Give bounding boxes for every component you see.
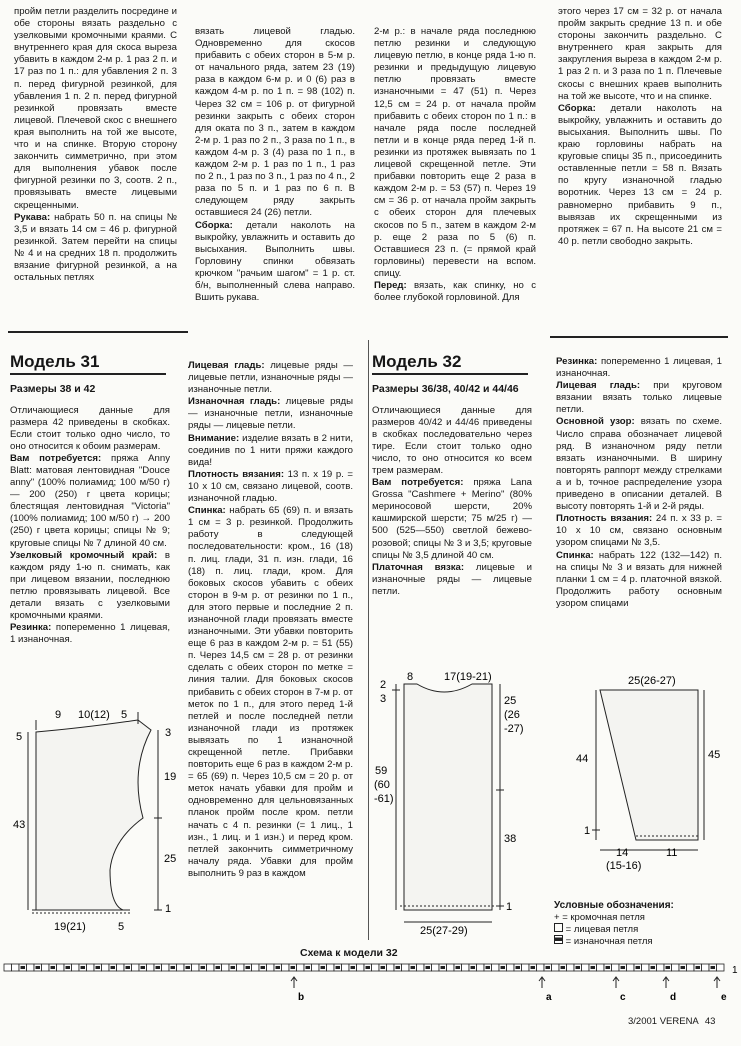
scheme-cell xyxy=(57,964,65,971)
scheme-cell xyxy=(42,964,50,971)
m32-back-text: набрать 122 (132—142) п. на спицы № 3 и вязать для нижней планки 1 см = 4 р. платочной вязкой. Продолжить работу основным узором спицами xyxy=(556,549,722,609)
model31-col-1 xyxy=(10,352,170,646)
legend-purl-stitch xyxy=(554,935,674,947)
scheme-cell xyxy=(432,964,440,971)
purl-mark xyxy=(126,966,131,969)
m31-dim-left-1: 5 xyxy=(16,731,23,743)
m32-dim-left-4: (60 xyxy=(374,779,390,791)
top-col-4 xyxy=(558,6,722,248)
scheme-cell xyxy=(627,964,635,971)
m32-dim-top-1: 8 xyxy=(407,671,414,683)
assembly2-label: Сборка: xyxy=(558,102,596,114)
purl-mark xyxy=(681,966,686,969)
scheme-cell xyxy=(477,964,485,971)
top-col-2-text: вязать лицевой гладью. Одновременно для скосов прибавить с обеих сторон в 5-м р. от начального ряда, затем 23 (19) раза в каждом 6-м р. и 0 (6) раз в каждом 4-м р. по 1 п. = 98 (102) п. Через 32 см = 106 р. от фигурной резинки закрыть с обеих сторон для оката по 3 п., затем в каждом 2-м р. 1 раз по 2 п., 3 раза по 1 п., в каждом 4-м р. 3 (4) раза по 1 п., в каждом 2-м р. 1 раз по 1 п., 1 раз по 2 п., 1 раз по 3 п., 1 раз по 4 п., 2 раза по 5 п. и 1 раз по 6 п. В следующем ряду закрыть оставшиеся 24 (26) петли. xyxy=(195,26,355,219)
purl-mark xyxy=(486,966,491,969)
scheme-cell xyxy=(312,964,320,971)
m32-knit-label: Лицевая гладь: xyxy=(556,380,641,392)
assembly-text: детали наколоть на выкройку, увлажнить и оставить до высыхания. Выполнить швы. Горловину спинки обвязать крючком "рачьим шагом" = 1 р. ст. б/н, выполненный слева направо. Вшить рукава. xyxy=(195,219,355,304)
scheme-cell xyxy=(252,964,260,971)
m32-sleeve-left-1: 44 xyxy=(576,753,589,765)
front-text: вязать, как спинку, но с более глубокой горловиной. Для xyxy=(374,279,536,304)
arrow-e-icon xyxy=(714,977,720,988)
sleeves-text: набрать 50 п. на спицы № 3,5 и вязать 14 см = 46 р. фигурной резинкой. Затем перейти на спицы № 4 и на средних 18 п. продолжить вязание фигурной резинкой, а на остальных петлях xyxy=(14,211,177,284)
purl-mark xyxy=(336,966,341,969)
m31-dim-top-2: 10(12) xyxy=(78,709,110,721)
m31-attention-label: Внимание: xyxy=(188,432,240,444)
purl-mark xyxy=(516,966,521,969)
top-col-1 xyxy=(14,6,177,284)
purl-mark xyxy=(621,966,626,969)
m32-dim-right-3: -27) xyxy=(504,723,524,735)
purl-mark xyxy=(231,966,236,969)
m32-back-label: Спинка: xyxy=(556,549,594,561)
scheme-cell xyxy=(372,964,380,971)
sleeves-label: Рукава: xyxy=(14,211,51,223)
purl-mark xyxy=(696,966,701,969)
purl-mark xyxy=(141,966,146,969)
m32-rib-label: Резинка: xyxy=(556,356,598,367)
purl-mark xyxy=(381,966,386,969)
purl-mark xyxy=(171,966,176,969)
m32-knit-text: при круговом вязании вязать только лицевые петли. xyxy=(556,380,722,416)
purl-mark xyxy=(96,966,101,969)
m32-sleeve-bottom-1: 14 xyxy=(616,847,629,859)
model31-need-label: Вам потребуется: xyxy=(10,452,102,464)
m32-rib-text: попеременно 1 лицевая, 1 изнаночная. xyxy=(556,356,722,380)
purl-mark xyxy=(636,966,641,969)
model32-intro: Отличающиеся данные для размеров 40/42 и 44/46 приведены в скобках последовательно через тире. Если стоит только одно число, то оно относится ко всем трем размерам. xyxy=(372,404,532,476)
scheme-cell xyxy=(387,964,395,971)
model31-col-2 xyxy=(188,360,353,880)
scheme-row-number: 1 xyxy=(732,965,738,976)
top-col-4-text: этого через 17 см = 32 р. от начала пройм закрыть средние 13 п. и обе стороны закончить раздельно. С внутреннего края закрыть для закругления выреза в каждом 2-м р. 1 раз 2 п. и 3 раза по 1 п. Плечевые скосы с внешних краев выполнить на той же высоте, что и на спинке. xyxy=(558,6,722,102)
m31-dim-right-2: 19 xyxy=(164,771,177,783)
model31-pattern-diagram xyxy=(8,700,186,938)
scheme-cell xyxy=(507,964,515,971)
legend xyxy=(554,900,674,947)
scheme-cell xyxy=(552,964,560,971)
model32-garter-label: Платочная вязка: xyxy=(372,561,465,573)
m32-sleeve-right: 45 xyxy=(708,749,721,761)
filled-square-icon xyxy=(554,935,563,944)
m31-gauge-label: Плотность вязания: xyxy=(188,468,285,480)
purl-mark xyxy=(156,966,161,969)
purl-mark xyxy=(561,966,566,969)
purl-mark xyxy=(531,966,536,969)
m32-sleeve-bottom-2: 11 xyxy=(666,847,678,859)
scheme-cell xyxy=(102,964,110,971)
model32-need-text: пряжа Lana Grossa "Cashmere + Merino" (80% мериносовой шерсти, 20% кашмирской шерсти; 75 м/25 г) — 500 (525—550) светлой бежево-розовой; спицы № 3 и 3,5; круговые спицы № 3,5 длиной 40 см. xyxy=(372,477,532,561)
scheme-cell xyxy=(537,964,545,971)
model31-intro: Отличающиеся данные для размера 42 приведены в скобках. Если стоит только одно число, то оно относится к обоим размерам. xyxy=(10,404,170,452)
purl-mark xyxy=(201,966,206,969)
m32-dim-right-2: (26 xyxy=(504,709,520,721)
scheme-cell xyxy=(12,964,20,971)
purl-mark xyxy=(441,966,446,969)
m31-knit-text: лицевые ряды — лицевые петли, изнаночные ряды — изнаночные петли. xyxy=(188,360,353,396)
m31-dim-right-3: 25 xyxy=(164,853,177,865)
m31-dim-bottom-2: 5 xyxy=(118,921,125,933)
scheme-cell xyxy=(417,964,425,971)
legend-edge-stitch xyxy=(554,912,674,923)
footer xyxy=(628,1016,715,1027)
scheme-cell xyxy=(117,964,125,971)
m32-dim-left-1: 2 xyxy=(380,679,387,691)
model31-need-text: пряжа Anny Blatt: матовая лентовидная "Douce anny" (100% полиамид; 100 м/50 г) — 200 (250) г цвета корицы; блестящая лентовидная "Victoria" (100% полиамид; 100 м/50 г) → 200 (250) г цвета корицы; спицы № 9; круговые спицы № 7 длиной 40 см. xyxy=(10,452,170,549)
m31-back-text: набрать 65 (69) п. и вязать 1 см = 3 р. резинкой. Продолжить работу в следующей последовательности: кром., 16 (18) п. лиц. глади, 31 п. изн. глади, 16 (18) п. лиц. глади, кром. Для боковых скосов убавить с обеих сторон в 9-м р. от резинки по 1 п., для этого первые и последние 2 п. изнаночной глади провязать вместе изнаночными. Эти убавки повторить еще 6 раз в каждом 2-м р. = 51 (55) п. Через 14,5 см = 28 р. от резинки сделать с обеих сторон по метке = линия талии. Для боковых скосов прибавить с обеих сторон в 7-м р. от меток по 1 п., для этого перед 1-й петлей и после последней петли изнаночной глади из протяжек вывязать по 1 изнаночной скрещенной петле. Прибавки повторить еще 6 раз в каждом 2-м р. = 65 (69) п. Через 10,5 см = 20 р. от меток начать убавки для пройм и одновременно для цельновязанных планок пройм после кром. петли начать с 4 п. резинки (= 1 лиц., 1 изн., 1 лиц. и 1 изн.) и перед кром. петлей закончить симметричному началу ряда. Убавки для пройм выполнить 9 раз в каждом xyxy=(188,505,353,879)
scheme-cell xyxy=(207,964,215,971)
purl-mark xyxy=(321,966,326,969)
model32-title: Модель 32 xyxy=(372,352,462,371)
m32-sleeve-bottom-3: (15-16) xyxy=(606,860,642,872)
scheme-cell xyxy=(162,964,170,971)
m31-gauge-text: 13 п. х 19 р. = 10 х 10 см, связано лицевой, соотв. изнаночной гладью. xyxy=(188,468,353,505)
front-label: Перед: xyxy=(374,279,407,291)
divider-right xyxy=(550,336,728,338)
legend-knit-text: = лицевая петля xyxy=(565,924,639,935)
m32-dim-right-4: 38 xyxy=(504,833,517,845)
page-number: 43 xyxy=(704,1016,716,1027)
model31-edge-label: Узелковый кромочный край: xyxy=(10,549,158,561)
m31-purl-text: лицевые ряды — изнаночные петли, изнаночные ряды — лицевые петли. xyxy=(188,396,353,432)
model32-sizes: Размеры 36/38, 40/42 и 44/46 xyxy=(372,383,519,395)
purl-mark xyxy=(606,966,611,969)
assembly2-text: детали наколоть на выкройку, увлажнить и оставить до высыхания. Выполнить швы. По краю горловины набрать на круговые спицы 35 п., присоединить оставленные петли = 58 п. Вязать по кругу изнаночной гладью воротник. Через 13 см = 24 р. равномерно прибавить 9 п., вывязав их скрещенными из протяжек = 67 п. На высоте 21 см = 40 р. петли свободно закрыть. xyxy=(558,102,722,247)
scheme-title: Схема к модели 32 xyxy=(300,947,398,959)
scheme-cell xyxy=(402,964,410,971)
arrow-c-icon xyxy=(613,977,619,988)
purl-mark xyxy=(426,966,431,969)
scheme-cell xyxy=(492,964,500,971)
model32-body-diagram xyxy=(372,670,532,940)
top-col-1-text: пройм петли разделить посредине и обе стороны вязать раздельно с узелковыми кромочными краями. С внутреннего края для скоса выреза убавить в каждом 2-м р. 1 раз 2 п. и 17 раз по 1 п.: для убавления 2 п. 3 п. перед фигурной резинкой, для убавления 1 п. 2 п. перед фигурной резинкой провязать вместе лицевой. Плечевой скос с внешнего края выполнить на той же высоте, что и на спинке. Вторую сторону закончить симметрично, при этом для выполнения убавок после фигурной резинки по 3, соотв. 2 п., провязывать вместе лицевыми скрещенными. xyxy=(14,6,177,211)
scheme-cell xyxy=(447,964,455,971)
model32-col-1 xyxy=(372,352,532,598)
scheme-cell xyxy=(72,964,80,971)
scheme-cell xyxy=(567,964,575,971)
scheme-cell xyxy=(282,964,290,971)
legend-knit-stitch xyxy=(554,923,674,935)
plus-icon: + xyxy=(554,912,560,923)
purl-mark xyxy=(666,966,671,969)
purl-mark xyxy=(111,966,116,969)
purl-mark xyxy=(66,966,71,969)
purl-mark xyxy=(186,966,191,969)
purl-mark xyxy=(36,966,41,969)
arrow-a-icon xyxy=(539,977,545,988)
scheme-cell xyxy=(462,964,470,971)
purl-mark xyxy=(711,966,716,969)
purl-mark xyxy=(81,966,86,969)
scheme-marker-e: e xyxy=(721,992,727,1003)
m31-attention-text: изделие вязать в 2 нити, соединив по 1 нити пряжи каждого вида! xyxy=(188,432,353,468)
column-divider xyxy=(368,340,369,940)
purl-mark xyxy=(366,966,371,969)
m31-dim-top-3: 5 xyxy=(121,709,128,721)
m31-back-label: Спинка: xyxy=(188,505,226,517)
purl-mark xyxy=(396,966,401,969)
m32-dim-bottom: 25(27-29) xyxy=(420,925,468,937)
purl-mark xyxy=(546,966,551,969)
m32-dim-left-3: 59 xyxy=(375,765,388,777)
m32-gauge-text: 24 п. х 33 р. = 10 х 10 см, связано основным узором спицами № 3,5. xyxy=(556,513,722,549)
model32-sleeve-diagram xyxy=(548,672,728,872)
assembly-label: Сборка: xyxy=(195,219,233,231)
model32-need-label: Вам потребуется: xyxy=(372,477,464,489)
top-col-3 xyxy=(374,26,536,304)
m32-dim-left-2: 3 xyxy=(380,693,387,705)
scheme-cell xyxy=(132,964,140,971)
m31-dim-right-4: 1 xyxy=(165,903,172,915)
purl-mark xyxy=(261,966,266,969)
scheme-cell xyxy=(267,964,275,971)
purl-mark xyxy=(471,966,476,969)
purl-mark xyxy=(591,966,596,969)
scheme-cell xyxy=(642,964,650,971)
purl-mark xyxy=(276,966,281,969)
scheme-marker-a: a xyxy=(546,992,552,1003)
m32-dim-top-2: 17(19-21) xyxy=(444,671,492,683)
model31-rib-text: попеременно 1 лицевая, 1 изнаночная. xyxy=(10,622,170,646)
purl-mark xyxy=(456,966,461,969)
m32-dim-left-5: -61) xyxy=(374,793,394,805)
scheme-cell xyxy=(177,964,185,971)
model31-title: Модель 31 xyxy=(10,352,100,371)
scheme-cell xyxy=(597,964,605,971)
top-col-2 xyxy=(195,26,355,304)
model31-rib-label: Резинка: xyxy=(10,622,52,634)
purl-mark xyxy=(651,966,656,969)
scheme-cell xyxy=(147,964,155,971)
m32-pattern-label: Основной узор: xyxy=(556,416,635,428)
m32-gauge-label: Плотность вязания: xyxy=(556,513,653,525)
purl-mark xyxy=(411,966,416,969)
scheme-cell xyxy=(672,964,680,971)
purl-mark xyxy=(291,966,296,969)
scheme-cell xyxy=(237,964,245,971)
m32-sleeve-top: 25(26-27) xyxy=(628,675,676,687)
model32-col-2 xyxy=(556,356,722,610)
m32-dim-right-1: 25 xyxy=(504,695,517,707)
legend-edge-text: = кромочная петля xyxy=(562,912,645,923)
m31-knit-label: Лицевая гладь: xyxy=(188,360,265,371)
legend-title: Условные обозначения: xyxy=(554,900,674,911)
m31-dim-right-1: 3 xyxy=(165,727,172,739)
top-col-3-text: 2-м р.: в начале ряда последнюю петлю резинки и следующую лицевую петлю, в конце ряда 1-ю п. резинки и предыдущую лицевую петлю провязать вместе изнаночными = 47 (51) п. Через 12,5 см = 24 р. от начала пройм прибавить с обеих сторон по 1 п.: в начале ряда после последней петли и в конце ряда перед 1-й п. резинки из протяжек вывязать по 1 лицевой скрещенной петле. Эти прибавки повторить еще 2 раза в каждом 2-м р. = 53 (57) п. Через 19 см = 36 р. от начала пройм закрыть с обеих сторон для плечевых скосов по 5 п., затем в каждом 2-м р. еще 2 раза по 5 (6) п. Оставшиеся 23 п. (= прямой край горловины) перевести на вспом. спицу. xyxy=(374,26,536,279)
purl-mark xyxy=(246,966,251,969)
empty-square-icon xyxy=(554,923,563,932)
arrow-b-icon xyxy=(291,977,297,988)
scheme-cell xyxy=(87,964,95,971)
scheme-marker-c: c xyxy=(620,992,626,1003)
purl-mark xyxy=(216,966,221,969)
scheme-cell xyxy=(222,964,230,971)
scheme-cell xyxy=(582,964,590,971)
scheme-cell xyxy=(297,964,305,971)
scheme-cell xyxy=(357,964,365,971)
scheme-cell xyxy=(522,964,530,971)
scheme-cell xyxy=(717,964,725,971)
scheme-cell xyxy=(27,964,35,971)
m31-dim-bottom-1: 19(21) xyxy=(54,921,86,933)
purl-mark xyxy=(51,966,56,969)
scheme-cell xyxy=(702,964,710,971)
m31-purl-label: Изнаночная гладь: xyxy=(188,396,281,408)
scheme-cell xyxy=(192,964,200,971)
scheme-cell xyxy=(657,964,665,971)
purl-mark xyxy=(21,966,26,969)
issue-label: 3/2001 VERENA xyxy=(628,1016,699,1027)
m32-sleeve-left-2: 1 xyxy=(584,825,591,837)
model31-edge-text: в каждом ряду 1-ю п. снимать, как при лицевом вязании, последнюю петлю провязывать лицевой. Все детали вязать с узелковыми кромочными краями. xyxy=(10,549,170,622)
arrow-d-icon xyxy=(663,977,669,988)
m31-dim-top-1: 9 xyxy=(55,709,62,721)
scheme-cell xyxy=(4,964,12,971)
scheme-cell xyxy=(612,964,620,971)
stitch-scheme xyxy=(2,962,740,1006)
m31-dim-left-2: 43 xyxy=(13,819,26,831)
purl-mark xyxy=(306,966,311,969)
purl-mark xyxy=(351,966,356,969)
scheme-marker-d: d xyxy=(670,992,677,1003)
scheme-cell xyxy=(342,964,350,971)
legend-purl-text: = изнаночная петля xyxy=(565,936,653,947)
m32-pattern-text: вязать по схеме. Число справа обозначает лицевой ряд. В изнаночном ряду петли вязать изнаночными. В ширину повторять раппорт между стрелками a и b, точное распределение узора приведено в описании деталей. В высоту повторять 1-й и 2-й ряды. xyxy=(556,416,722,513)
scheme-cell xyxy=(327,964,335,971)
m32-dim-right-5: 1 xyxy=(506,901,513,913)
model31-sizes: Размеры 38 и 42 xyxy=(10,383,96,395)
scheme-marker-b: b xyxy=(298,992,305,1003)
scheme-cell xyxy=(687,964,695,971)
model32-garter-text: лицевые и изнаночные ряды — лицевые петли. xyxy=(372,561,533,597)
purl-mark xyxy=(501,966,506,969)
divider-left xyxy=(8,331,188,333)
purl-mark xyxy=(576,966,581,969)
